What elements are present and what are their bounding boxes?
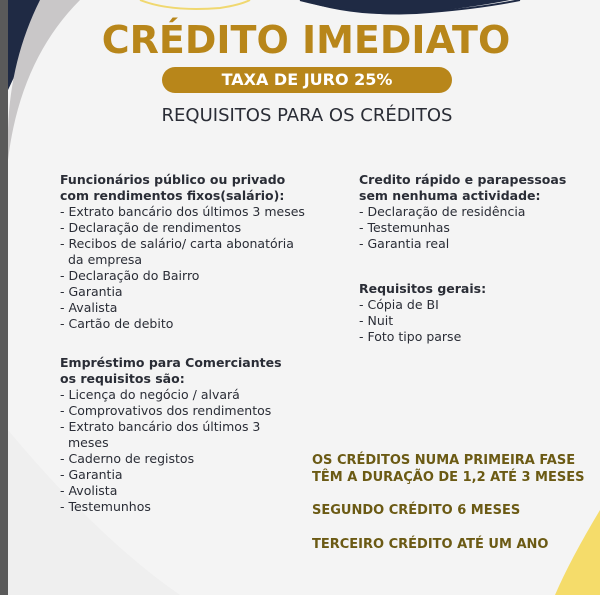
section-heading: Credito rápido e parapessoas: [359, 172, 567, 187]
list-item: - Testemunhas: [359, 220, 450, 235]
list-item: - Declaração de rendimentos: [60, 220, 242, 235]
list-item: - Caderno de registos: [60, 451, 195, 466]
list-item: - Testemunhos: [60, 499, 151, 514]
duration-line: TÊM A DURAÇÃO DE 1,2 ATÉ 3 MESES: [312, 470, 585, 485]
section-heading: Requisitos gerais:: [359, 281, 487, 296]
section-merchants: [60, 355, 282, 515]
section-heading: Funcionários público ou privado: [60, 172, 286, 187]
duration-line: OS CRÉDITOS NUMA PRIMEIRA FASE: [312, 453, 576, 468]
list-item: da empresa: [68, 252, 143, 267]
list-item: - Declaração do Bairro: [60, 268, 200, 283]
list-item: - Comprovativos dos rendimentos: [60, 403, 272, 418]
section-general-requirements: [359, 281, 486, 345]
section-heading: com rendimentos fixos(salário):: [60, 188, 285, 203]
section-heading: Empréstimo para Comerciantes: [60, 355, 282, 370]
section-employees: [60, 172, 305, 332]
list-item: - Extrato bancário dos últimos 3: [60, 419, 261, 434]
list-item: - Nuit: [359, 313, 394, 328]
list-item: - Garantia: [60, 284, 123, 299]
section-quick-credit: [359, 172, 566, 252]
left-edge-strip: [0, 0, 8, 595]
list-item: - Declaração de residência: [359, 204, 526, 219]
list-item: - Garantia: [60, 467, 123, 482]
list-item: meses: [68, 435, 109, 450]
list-item: - Cartão de debito: [60, 316, 174, 331]
list-item: - Licença do negócio / alvará: [60, 387, 240, 402]
list-item: - Foto tipo parse: [359, 329, 462, 344]
interest-rate-badge: TAXA DE JURO 25%: [162, 67, 452, 93]
duration-line: TERCEIRO CRÉDITO ATÉ UM ANO: [312, 537, 549, 552]
section-heading: os requisitos são:: [60, 371, 185, 386]
list-item: - Cópia de BI: [359, 297, 439, 312]
list-item: - Garantia real: [359, 236, 450, 251]
section-heading: sem nenhuma actividade:: [359, 188, 541, 203]
duration-line: SEGUNDO CRÉDITO 6 MESES: [312, 503, 521, 518]
list-item: - Avolista: [60, 483, 118, 498]
list-item: - Avalista: [60, 300, 118, 315]
list-item: - Recibos de salário/ carta abonatória: [60, 236, 294, 251]
page-title: CRÉDITO IMEDIATO: [101, 18, 511, 62]
list-item: - Extrato bancário dos últimos 3 meses: [60, 204, 305, 219]
requirements-subtitle: REQUISITOS PARA OS CRÉDITOS: [161, 105, 453, 126]
